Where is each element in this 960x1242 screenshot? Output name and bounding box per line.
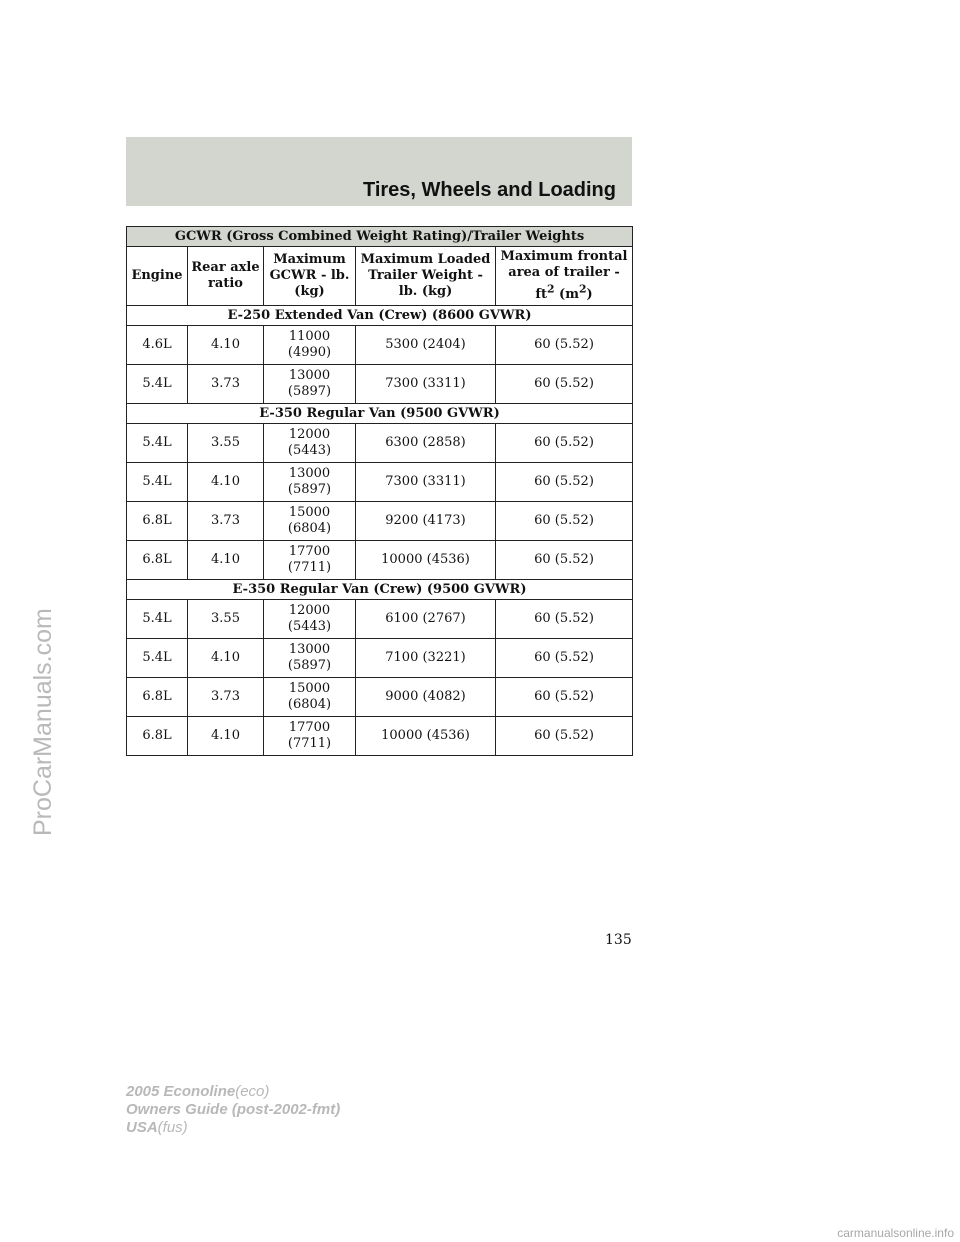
cell-engine: 6.8L xyxy=(127,678,188,717)
table-row xyxy=(127,717,633,756)
gcwr-lb: 13000 xyxy=(288,466,331,481)
table-row xyxy=(127,639,633,678)
cell-axle-ratio: 3.73 xyxy=(188,502,264,541)
header-rear-axle-ratio xyxy=(188,247,264,306)
cell-trailer-weight: 7300 (3311) xyxy=(356,463,496,502)
header-line: frontal area of xyxy=(508,249,628,281)
cell-axle-ratio: 3.73 xyxy=(188,678,264,717)
cell-frontal-area: 60 (5.52) xyxy=(496,678,633,717)
header-line: Loaded Trailer xyxy=(368,252,491,283)
gcwr-kg: (6804) xyxy=(287,697,332,712)
gcwr-kg: (6804) xyxy=(287,521,332,536)
cell-frontal-area: 60 (5.52) xyxy=(496,541,633,580)
gcwr-lb: 13000 xyxy=(288,368,331,383)
page-number: 135 xyxy=(605,932,632,948)
watermark-left: ProCarManuals.com xyxy=(29,608,57,836)
cell-axle-ratio: 3.55 xyxy=(188,424,264,463)
group-row xyxy=(127,306,633,326)
cell-frontal-area: 60 (5.52) xyxy=(496,365,633,404)
table-title: GCWR (Gross Combined Weight Rating)/Trailer Weights xyxy=(127,227,633,247)
header-line: Maximum xyxy=(360,252,434,267)
group-label: E-350 Regular Van (Crew) (9500 GVWR) xyxy=(127,580,633,600)
cell-axle-ratio: 4.10 xyxy=(188,463,264,502)
cell-axle-ratio: 3.55 xyxy=(188,600,264,639)
header-line: Maximum xyxy=(273,252,346,267)
table-row xyxy=(127,326,633,365)
gcwr-table xyxy=(126,226,633,756)
superscript: 2 xyxy=(546,282,555,296)
cell-gcwr xyxy=(264,424,356,463)
cell-axle-ratio: 4.10 xyxy=(188,717,264,756)
header-line: Rear xyxy=(191,260,226,275)
gcwr-kg: (7711) xyxy=(287,736,332,751)
gcwr-kg: (7711) xyxy=(287,560,332,575)
gcwr-kg: (5897) xyxy=(287,482,332,497)
cell-engine: 5.4L xyxy=(127,424,188,463)
cell-trailer-weight: 9000 (4082) xyxy=(356,678,496,717)
footer-model-line xyxy=(126,1083,340,1101)
cell-gcwr xyxy=(264,463,356,502)
superscript: 2 xyxy=(578,282,587,296)
cell-frontal-area: 60 (5.52) xyxy=(496,639,633,678)
gcwr-lb: 17700 xyxy=(288,544,331,559)
cell-gcwr xyxy=(264,717,356,756)
gcwr-kg: (4990) xyxy=(287,345,332,360)
footer-guide-line xyxy=(126,1101,340,1119)
gcwr-lb: 12000 xyxy=(288,427,331,442)
gcwr-lb: 15000 xyxy=(288,505,331,520)
table-body xyxy=(127,306,633,756)
footer-model-code: (eco) xyxy=(235,1083,270,1100)
header-max-frontal-area xyxy=(496,247,633,306)
cell-engine: 5.4L xyxy=(127,463,188,502)
cell-gcwr xyxy=(264,639,356,678)
cell-frontal-area: 60 (5.52) xyxy=(496,600,633,639)
cell-engine: 5.4L xyxy=(127,365,188,404)
gcwr-kg: (5897) xyxy=(287,384,332,399)
gcwr-kg: (5443) xyxy=(287,619,332,634)
gcwr-lb: 11000 xyxy=(288,329,331,344)
gcwr-lb: 15000 xyxy=(288,681,331,696)
cell-gcwr xyxy=(264,541,356,580)
cell-trailer-weight: 7100 (3221) xyxy=(356,639,496,678)
footer-model: 2005 Econoline xyxy=(126,1083,236,1100)
table-row xyxy=(127,600,633,639)
cell-trailer-weight: 10000 (4536) xyxy=(356,541,496,580)
gcwr-kg: (5897) xyxy=(287,658,332,673)
header-line: ratio xyxy=(208,276,243,291)
group-row xyxy=(127,404,633,424)
watermark-bottom: carmanualsonline.info xyxy=(837,1226,954,1240)
gcwr-lb: 12000 xyxy=(288,603,331,618)
header-engine xyxy=(127,247,188,306)
cell-engine: 5.4L xyxy=(127,600,188,639)
header-text: (m xyxy=(554,286,579,302)
table-row xyxy=(127,541,633,580)
section-header-band xyxy=(126,137,632,206)
table-row xyxy=(127,424,633,463)
cell-trailer-weight: 5300 (2404) xyxy=(356,326,496,365)
cell-trailer-weight: 7300 (3311) xyxy=(356,365,496,404)
cell-engine: 6.8L xyxy=(127,717,188,756)
group-label: E-250 Extended Van (Crew) (8600 GVWR) xyxy=(127,306,633,326)
cell-engine: 6.8L xyxy=(127,541,188,580)
gcwr-kg: (5443) xyxy=(287,443,332,458)
header-max-gcwr xyxy=(264,247,356,306)
cell-gcwr xyxy=(264,502,356,541)
footer-guide: Owners Guide (post-2002-fmt) xyxy=(126,1101,341,1118)
gcwr-lb: 17700 xyxy=(288,720,331,735)
cell-frontal-area: 60 (5.52) xyxy=(496,326,633,365)
header-text: trailer - ft xyxy=(535,265,620,302)
header-engine-text: Engine xyxy=(131,268,183,283)
group-row xyxy=(127,580,633,600)
cell-frontal-area: 60 (5.52) xyxy=(496,463,633,502)
table-row xyxy=(127,678,633,717)
cell-trailer-weight: 6300 (2858) xyxy=(356,424,496,463)
table-row xyxy=(127,502,633,541)
cell-frontal-area: 60 (5.52) xyxy=(496,717,633,756)
header-text: ) xyxy=(586,286,593,302)
cell-engine: 4.6L xyxy=(127,326,188,365)
table-title-row xyxy=(127,227,633,247)
header-line: axle xyxy=(230,260,260,275)
cell-engine: 6.8L xyxy=(127,502,188,541)
cell-frontal-area: 60 (5.52) xyxy=(496,502,633,541)
cell-trailer-weight: 9200 (4173) xyxy=(356,502,496,541)
cell-gcwr xyxy=(264,600,356,639)
footer-region-line xyxy=(126,1119,340,1137)
header-max-trailer-weight xyxy=(356,247,496,306)
section-title: Tires, Wheels and Loading xyxy=(362,179,616,201)
gcwr-lb: 13000 xyxy=(288,642,331,657)
cell-engine: 5.4L xyxy=(127,639,188,678)
group-label: E-350 Regular Van (9500 GVWR) xyxy=(127,404,633,424)
cell-axle-ratio: 4.10 xyxy=(188,639,264,678)
cell-frontal-area: 60 (5.52) xyxy=(496,424,633,463)
table-row xyxy=(127,365,633,404)
table-row xyxy=(127,463,633,502)
header-line: Weight - lb. (kg) xyxy=(398,268,483,299)
header-line: GCWR - lb. xyxy=(269,268,350,283)
cell-trailer-weight: 6100 (2767) xyxy=(356,600,496,639)
footer-region-code: (fus) xyxy=(157,1119,188,1136)
header-line: (kg) xyxy=(294,284,325,299)
cell-gcwr xyxy=(264,326,356,365)
cell-axle-ratio: 3.73 xyxy=(188,365,264,404)
table-header-row xyxy=(127,247,633,306)
cell-gcwr xyxy=(264,678,356,717)
footer-region: USA xyxy=(126,1119,158,1136)
cell-axle-ratio: 4.10 xyxy=(188,326,264,365)
header-line: Maximum xyxy=(500,249,574,265)
footer xyxy=(126,1083,340,1137)
cell-axle-ratio: 4.10 xyxy=(188,541,264,580)
cell-gcwr xyxy=(264,365,356,404)
cell-trailer-weight: 10000 (4536) xyxy=(356,717,496,756)
